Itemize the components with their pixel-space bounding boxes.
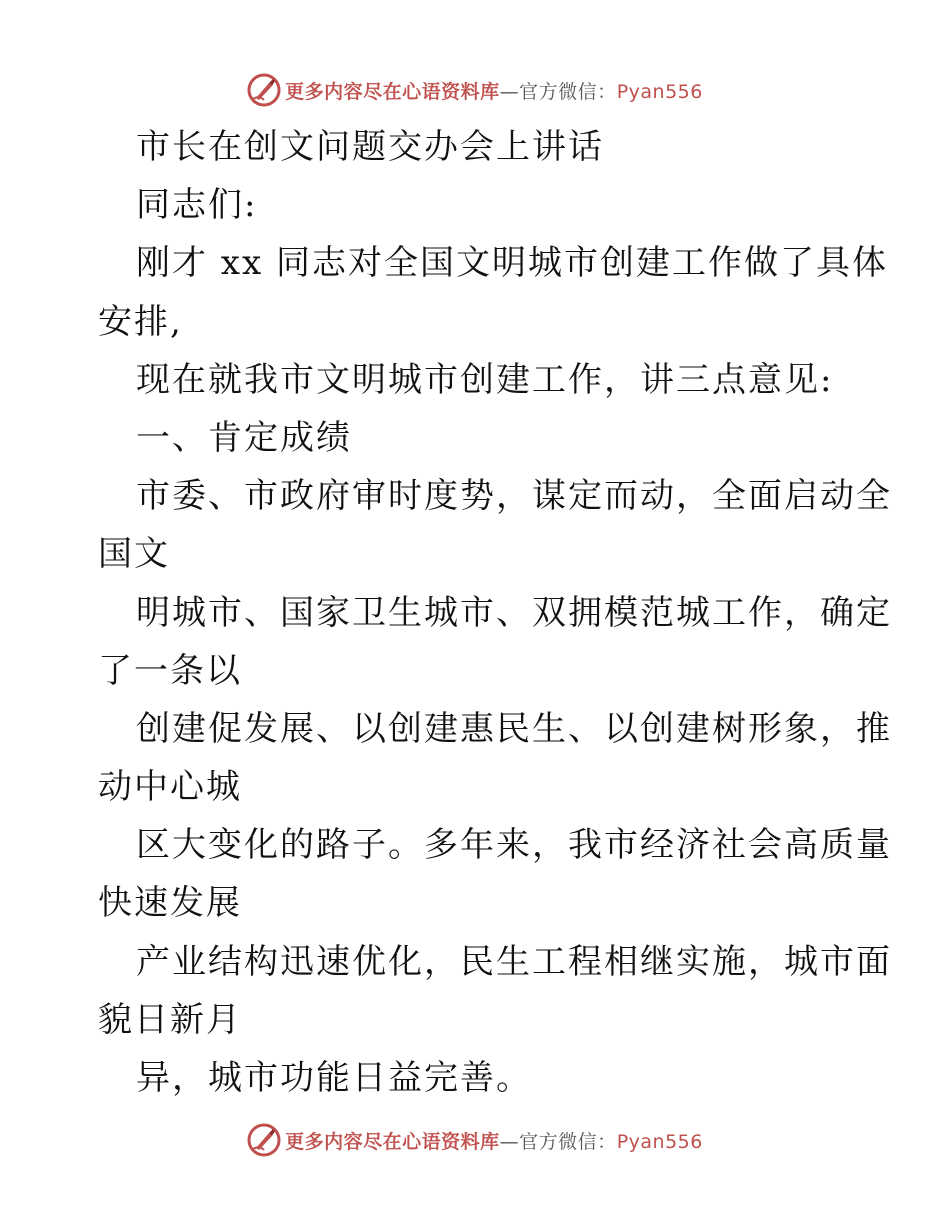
header-banner [0,70,950,110]
banner-separator: — [499,80,520,103]
paragraph-line: 刚才 xx 同志对全国文明城市创建工作做了具体 [136,243,888,284]
banner-text [285,1127,703,1154]
paragraph-line: 创建促发展、以创建惠民生、以创建树形象，推 [136,708,892,749]
banner-wechat-id: Pyan556 [616,1130,703,1153]
paragraph-line: 了一条以 [98,650,242,691]
paragraph-line: 快速发展 [98,883,242,924]
banner-site-name: 更多内容尽在心语资料库 [285,1130,500,1153]
paragraph-line: 动中心城 [98,767,242,808]
document-title: 市长在创文问题交办会上讲话 [136,127,604,167]
salutation: 同志们: [136,185,258,226]
banner-site-name: 更多内容尽在心语资料库 [285,80,500,103]
paragraph-line: 国文 [98,534,170,575]
section-heading: 一、肯定成绩 [136,417,352,458]
document-body [98,118,892,1107]
banner-wechat-id: Pyan556 [616,80,703,103]
paragraph-line: 市委、市政府审时度势，谋定而动，全面启动全 [136,476,892,517]
banner-wechat-label: 官方微信： [519,1130,617,1153]
paragraph-line: 明城市、国家卫生城市、双拥模范城工作，确定 [136,592,892,633]
pen-circle-logo-icon [247,1123,281,1157]
paragraph-line: 安排, [98,301,183,342]
pen-circle-logo-icon [247,73,281,107]
paragraph-line: 貌日新月 [98,999,242,1040]
banner-separator: — [499,1130,520,1153]
banner-text [285,77,703,104]
banner-wechat-label: 官方微信： [519,80,617,103]
paragraph-line: 异，城市功能日益完善。 [136,1058,532,1098]
paragraph-line: 现在就我市文明城市创建工作，讲三点意见: [136,359,834,400]
footer-banner [0,1120,950,1160]
paragraph-line: 产业结构迅速优化，民生工程相继实施，城市面 [136,941,892,982]
paragraph-line: 区大变化的路子。多年来，我市经济社会高质量 [136,825,892,866]
